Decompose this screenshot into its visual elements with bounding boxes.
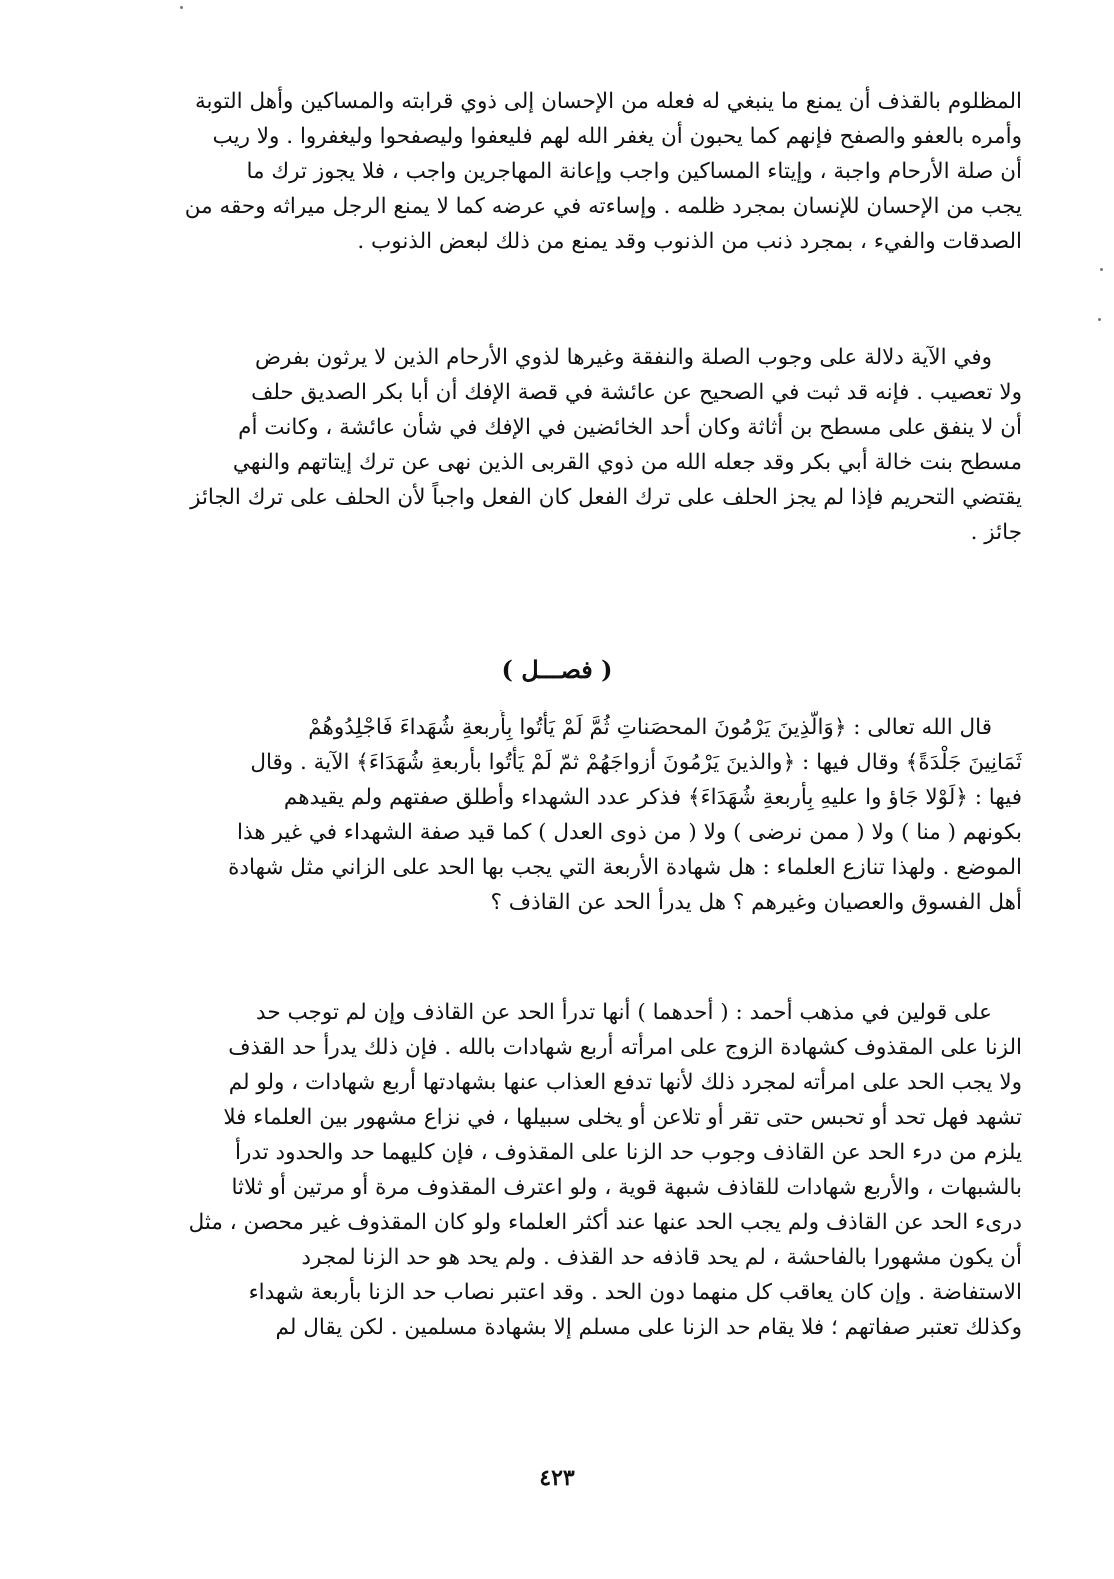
text-line: يلزم من درء الحد عن القاذف وجوب حد الزنا على المقذوف ، فإن كليهما حد والحدود تدرأ bbox=[235, 1140, 1022, 1165]
text-line: الزنا على المقذوف كشهادة الزوج على امرأته أربع شهادات بالله . فإن ذلك يدرأ حد القذف bbox=[228, 1035, 1022, 1060]
text-line: أن صلة الأرحام واجبة ، وإيتاء المساكين واجب وإعانة المهاجرين واجب ، فلا يجوز ترك ما bbox=[246, 159, 1022, 184]
text-line: ثَمَانِينَ جَلْدَةً﴾ وقال فيها : ﴿والذينَ يَرْمُونَ أزواجَهُمْ ثمّ لَمْ يَأْتُوا بأربعةِ شُهَدَاءَ﴾ الآية . وقال bbox=[250, 750, 1022, 775]
section-heading: ( فصـــل ) bbox=[501, 655, 613, 684]
text-line: يجب من الإحسان للإنسان بمجرد ظلمه . وإساءته في عرضه كما لا يمنع الرجل ميراثه وحقه من bbox=[184, 194, 1022, 219]
scan-speck bbox=[180, 6, 183, 9]
paragraph-2 bbox=[92, 340, 1022, 550]
text-line: وأمره بالعفو والصفح فإنهم كما يحبون أن يغفر الله لهم فليعفوا وليصفحوا وليغفروا . ولا ريب bbox=[212, 124, 1022, 149]
text-line: مسطح بنت خالة أبي بكر وقد جعله الله من ذوي القربى الذين نهى عن ترك إيتاتهم والنهي bbox=[232, 450, 1022, 475]
text-line: يقتضي التحريم فإذا لم يجز الحلف على ترك الفعل كان الفعل واجباً لأن الحلف على ترك الجائز bbox=[190, 485, 1022, 510]
scan-speck bbox=[1100, 268, 1103, 271]
paragraph-3 bbox=[92, 710, 1022, 920]
text-line: أن لا ينفق على مسطح بن أثاثة وكان أحد الخائضين في الإفك في شأن عائشة ، وكانت أم bbox=[238, 415, 1022, 440]
text-line: ولا يجب الحد على امرأته لمجرد ذلك لأنها تدفع العذاب عنها بشهادتها أربع شهادات ، ولو لم bbox=[228, 1070, 1022, 1095]
text-line: ولا تعصيب . فإنه قد ثبت في الصحيح عن عائشة في قصة الإفك أن أبا بكر الصديق حلف bbox=[251, 380, 1022, 405]
text-line: درىء الحد عن القاذف ولم يجب الحد عنها عند أكثر العلماء ولو كان المقذوف غير محصن ، مثل bbox=[188, 1210, 1022, 1235]
text-line: قال الله تعالى : ﴿وَالَّذِينَ يَرْمُونَ المحصَناتِ ثُمَّ لَمْ يَأْتُوا بِأَربعةِ شُهَداءَ فَاجْلِدُوهُمْ bbox=[308, 715, 992, 740]
text-line: جائز . bbox=[970, 520, 1022, 545]
paragraph-4 bbox=[92, 995, 1022, 1345]
text-line: تشهد فهل تحد أو تحبس حتى تقر أو تلاعن أو يخلى سبيلها ، في نزاع مشهور بين العلماء فلا bbox=[223, 1105, 1022, 1130]
text-line: الموضع . ولهذا تنازع العلماء : هل شهادة الأربعة التي يجب بها الحد على الزاني مثل شهادة bbox=[228, 855, 1022, 880]
text-line: بكونهم ( منا ) ولا ( ممن نرضى ) ولا ( من ذوى العدل ) كما قيد صفة الشهداء في غير هذا bbox=[237, 820, 1022, 845]
page-number: ٤٢٣ bbox=[539, 1465, 575, 1491]
text-line: أهل الفسوق والعصيان وغيرهم ؟ هل يدرأ الحد عن القاذف ؟ bbox=[490, 890, 1022, 915]
text-line: فيها : ﴿لَوْلا جَاؤ وا عليهِ بِأربعةِ شُهَدَاءَ﴾ فذكر عدد الشهداء وأطلق صفتهم ولم يقيدهم bbox=[283, 785, 1022, 810]
text-line: وفي الآية دلالة على وجوب الصلة والنفقة وغيرها لذوي الأرحام الذين لا يرثون بفرض bbox=[254, 345, 992, 370]
text-line: أن يكون مشهورا بالفاحشة ، لم يحد قاذفه حد القذف . ولم يحد هو حد الزنا لمجرد bbox=[301, 1245, 1022, 1270]
paragraph-1 bbox=[92, 84, 1022, 259]
text-line: الاستفاضة . وإن كان يعاقب كل منهما دون الحد . وقد اعتبر نصاب حد الزنا بأربعة شهداء bbox=[248, 1280, 1022, 1305]
text-line: المظلوم بالقذف أن يمنع ما ينبغي له فعله من الإحسان إلى ذوي قرابته والمساكين وأهل التوبة bbox=[194, 89, 1022, 114]
text-line: بالشبهات ، والأربع شهادات للقاذف شبهة قوية ، ولو اعترف المقذوف مرة أو مرتين أو ثلاثا bbox=[231, 1175, 1022, 1200]
text-line: على قولين في مذهب أحمد : ( أحدهما ) أنها تدرأ الحد عن القاذف وإن لم توجب حد bbox=[256, 1000, 992, 1025]
text-line: وكذلك تعتبر صفاتهم ؛ فلا يقام حد الزنا على مسلم إلا بشهادة مسلمين . لكن يقال لم bbox=[275, 1315, 1022, 1340]
scan-speck bbox=[1098, 318, 1101, 321]
text-line: الصدقات والفيء ، بمجرد ذنب من الذنوب وقد يمنع من ذلك لبعض الذنوب . bbox=[357, 229, 1022, 254]
